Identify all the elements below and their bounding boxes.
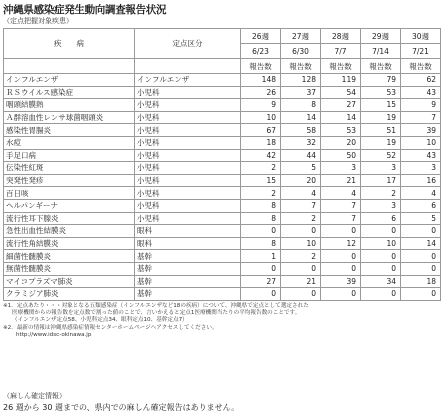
sentinel-category: 小児科 bbox=[135, 99, 241, 112]
sentinel-category: 基幹 bbox=[135, 288, 241, 301]
report-count-cell: 7 bbox=[321, 212, 361, 225]
report-count-cell: 119 bbox=[321, 74, 361, 87]
report-count-cell: 0 bbox=[321, 262, 361, 275]
header-date: 7/7 bbox=[321, 44, 361, 59]
header-week: 27週 bbox=[281, 29, 321, 44]
header-report-count: 報告数 bbox=[241, 59, 281, 74]
report-count-cell: 9 bbox=[241, 99, 281, 112]
disease-name: マイコプラズマ肺炎 bbox=[4, 275, 135, 288]
report-count-cell: 4 bbox=[281, 187, 321, 200]
report-count-cell: 0 bbox=[361, 250, 401, 263]
header-date: 6/23 bbox=[241, 44, 281, 59]
report-count-cell: 9 bbox=[401, 99, 441, 112]
report-count-cell: 51 bbox=[361, 124, 401, 137]
sentinel-category: 小児科 bbox=[135, 124, 241, 137]
report-count-cell: 43 bbox=[401, 149, 441, 162]
report-count-cell: 0 bbox=[241, 225, 281, 238]
table-row bbox=[4, 275, 441, 288]
report-count-cell: 67 bbox=[241, 124, 281, 137]
report-count-cell: 6 bbox=[401, 199, 441, 212]
report-count-cell: 14 bbox=[321, 111, 361, 124]
table-row bbox=[4, 262, 441, 275]
report-count-cell: 0 bbox=[401, 225, 441, 238]
report-count-cell: 18 bbox=[401, 275, 441, 288]
disease-name: 水痘 bbox=[4, 136, 135, 149]
disease-name: 無菌性髄膜炎 bbox=[4, 262, 135, 275]
report-count-cell: 20 bbox=[321, 136, 361, 149]
header-report-count: 報告数 bbox=[401, 59, 441, 74]
report-count-cell: 0 bbox=[361, 262, 401, 275]
table-row bbox=[4, 86, 441, 99]
report-count-cell: 7 bbox=[281, 199, 321, 212]
disease-name: 細菌性髄膜炎 bbox=[4, 250, 135, 263]
header-week: 28週 bbox=[321, 29, 361, 44]
report-count-cell: 37 bbox=[281, 86, 321, 99]
sentinel-category: 眼科 bbox=[135, 237, 241, 250]
measles-statement: 26 週から 30 週までの、県内での麻しん確定報告はありません。 bbox=[3, 403, 240, 412]
page-subtitle: （定点把握対象疾患） bbox=[3, 17, 73, 25]
table-row bbox=[4, 187, 441, 200]
report-count-cell: 0 bbox=[321, 250, 361, 263]
sentinel-category: 小児科 bbox=[135, 212, 241, 225]
report-count-cell: 2 bbox=[241, 162, 281, 175]
report-count-cell: 3 bbox=[321, 162, 361, 175]
header-date: 6/30 bbox=[281, 44, 321, 59]
table-row bbox=[4, 99, 441, 112]
report-count-cell: 0 bbox=[401, 250, 441, 263]
report-count-cell: 10 bbox=[281, 237, 321, 250]
disease-name: Ａ群溶血性レンサ球菌咽頭炎 bbox=[4, 111, 135, 124]
report-count-cell: 0 bbox=[281, 225, 321, 238]
sentinel-category: 小児科 bbox=[135, 136, 241, 149]
report-count-cell: 21 bbox=[281, 275, 321, 288]
report-count-cell: 8 bbox=[241, 199, 281, 212]
report-count-cell: 0 bbox=[321, 288, 361, 301]
report-count-cell: 14 bbox=[401, 237, 441, 250]
report-count-cell: 58 bbox=[281, 124, 321, 137]
header-report-count: 報告数 bbox=[361, 59, 401, 74]
sentinel-category: 小児科 bbox=[135, 187, 241, 200]
report-count-cell: 42 bbox=[241, 149, 281, 162]
report-count-cell: 8 bbox=[241, 212, 281, 225]
disease-name: ＲＳウイルス感染症 bbox=[4, 86, 135, 99]
header-category: 定点区分 bbox=[135, 29, 241, 59]
report-count-cell: 15 bbox=[361, 99, 401, 112]
report-count-cell: 4 bbox=[321, 187, 361, 200]
sentinel-category: 基幹 bbox=[135, 275, 241, 288]
report-count-cell: 148 bbox=[241, 74, 281, 87]
report-count-cell: 7 bbox=[321, 199, 361, 212]
report-count-cell: 5 bbox=[401, 212, 441, 225]
report-count-cell: 0 bbox=[241, 262, 281, 275]
table-row bbox=[4, 136, 441, 149]
report-count-cell: 50 bbox=[321, 149, 361, 162]
disease-name: 咽頭結膜熱 bbox=[4, 99, 135, 112]
report-count-cell: 26 bbox=[241, 86, 281, 99]
report-count-cell: 1 bbox=[241, 250, 281, 263]
disease-name: 突発性発疹 bbox=[4, 174, 135, 187]
report-count-cell: 19 bbox=[361, 136, 401, 149]
sentinel-category: 基幹 bbox=[135, 262, 241, 275]
header-disease: 疾 病 bbox=[4, 29, 135, 59]
measles-heading: （麻しん確定情報） bbox=[3, 392, 66, 400]
sentinel-category: 基幹 bbox=[135, 250, 241, 263]
table-row bbox=[4, 162, 441, 175]
table-row bbox=[4, 111, 441, 124]
report-count-cell: 7 bbox=[401, 111, 441, 124]
report-count-cell: 8 bbox=[241, 237, 281, 250]
disease-name: 急性出血性結膜炎 bbox=[4, 225, 135, 238]
table-row bbox=[4, 288, 441, 301]
report-count-cell: 5 bbox=[281, 162, 321, 175]
report-count-cell: 27 bbox=[241, 275, 281, 288]
disease-name: 伝染性紅斑 bbox=[4, 162, 135, 175]
header-week: 29週 bbox=[361, 29, 401, 44]
report-count-cell: 6 bbox=[361, 212, 401, 225]
sentinel-category: 小児科 bbox=[135, 111, 241, 124]
disease-name: 感染性胃腸炎 bbox=[4, 124, 135, 137]
report-count-cell: 0 bbox=[361, 225, 401, 238]
table-row bbox=[4, 74, 441, 87]
report-count-cell: 4 bbox=[401, 187, 441, 200]
report-count-cell: 12 bbox=[321, 237, 361, 250]
footnote-line: （インフルエンザ定点58、小児科定点34、眼科定点10、基幹定点7） bbox=[12, 317, 188, 324]
report-count-cell: 3 bbox=[361, 199, 401, 212]
header-date: 7/14 bbox=[361, 44, 401, 59]
report-count-cell: 10 bbox=[401, 136, 441, 149]
report-count-cell: 2 bbox=[241, 187, 281, 200]
report-count-cell: 0 bbox=[241, 288, 281, 301]
report-count-cell: 2 bbox=[361, 187, 401, 200]
sentinel-category: 小児科 bbox=[135, 174, 241, 187]
report-count-cell: 53 bbox=[361, 86, 401, 99]
sentinel-category: 小児科 bbox=[135, 162, 241, 175]
report-count-cell: 10 bbox=[361, 237, 401, 250]
header-row-week bbox=[4, 29, 441, 44]
footnote-line: ※2．最新の情報は沖縄県感染症情報センターホームページへアクセスしてください。 bbox=[3, 324, 218, 331]
table-row bbox=[4, 212, 441, 225]
header-blank bbox=[4, 59, 135, 74]
report-count-cell: 0 bbox=[401, 262, 441, 275]
disease-name: クラミジア肺炎 bbox=[4, 288, 135, 301]
table-row bbox=[4, 250, 441, 263]
header-blank bbox=[135, 59, 241, 74]
report-count-cell: 21 bbox=[321, 174, 361, 187]
report-count-cell: 10 bbox=[241, 111, 281, 124]
report-count-cell: 0 bbox=[281, 288, 321, 301]
sentinel-category: 小児科 bbox=[135, 149, 241, 162]
surveillance-table bbox=[3, 28, 441, 301]
report-count-cell: 0 bbox=[321, 225, 361, 238]
disease-name: 流行性耳下腺炎 bbox=[4, 212, 135, 225]
disease-name: インフルエンザ bbox=[4, 74, 135, 87]
report-count-cell: 52 bbox=[361, 149, 401, 162]
footnote-line: 医療機関からの報告数を定点数で割った値のことで、言いかえると定点1医療機関当たりの平均報告数のことです。 bbox=[12, 310, 301, 317]
disease-name: 手足口病 bbox=[4, 149, 135, 162]
table-row bbox=[4, 199, 441, 212]
info-center-link[interactable]: http://www.idsc-okinawa.jp bbox=[16, 331, 92, 338]
report-count-cell: 128 bbox=[281, 74, 321, 87]
report-count-cell: 32 bbox=[281, 136, 321, 149]
header-report-count: 報告数 bbox=[321, 59, 361, 74]
report-count-cell: 43 bbox=[401, 86, 441, 99]
sentinel-category: 小児科 bbox=[135, 86, 241, 99]
report-count-cell: 8 bbox=[281, 99, 321, 112]
report-count-cell: 53 bbox=[321, 124, 361, 137]
sentinel-category: 小児科 bbox=[135, 199, 241, 212]
report-count-cell: 3 bbox=[361, 162, 401, 175]
report-count-cell: 3 bbox=[401, 162, 441, 175]
report-count-cell: 34 bbox=[361, 275, 401, 288]
report-count-cell: 79 bbox=[361, 74, 401, 87]
table-row bbox=[4, 124, 441, 137]
disease-name: 百日咳 bbox=[4, 187, 135, 200]
header-week: 30週 bbox=[401, 29, 441, 44]
report-count-cell: 17 bbox=[361, 174, 401, 187]
header-week: 26週 bbox=[241, 29, 281, 44]
report-count-cell: 62 bbox=[401, 74, 441, 87]
table-row bbox=[4, 149, 441, 162]
sentinel-category: 眼科 bbox=[135, 225, 241, 238]
table-row bbox=[4, 225, 441, 238]
table-row bbox=[4, 174, 441, 187]
table-row bbox=[4, 237, 441, 250]
report-count-cell: 0 bbox=[361, 288, 401, 301]
header-date: 7/21 bbox=[401, 44, 441, 59]
report-count-cell: 0 bbox=[281, 262, 321, 275]
report-count-cell: 2 bbox=[281, 250, 321, 263]
footnotes bbox=[3, 303, 440, 339]
report-count-cell: 39 bbox=[401, 124, 441, 137]
report-count-cell: 44 bbox=[281, 149, 321, 162]
table-body bbox=[4, 74, 441, 301]
disease-name: ヘルパンギーナ bbox=[4, 199, 135, 212]
report-count-cell: 14 bbox=[281, 111, 321, 124]
report-count-cell: 54 bbox=[321, 86, 361, 99]
disease-name: 流行性角結膜炎 bbox=[4, 237, 135, 250]
header-report-count: 報告数 bbox=[281, 59, 321, 74]
report-count-cell: 15 bbox=[241, 174, 281, 187]
report-count-cell: 20 bbox=[281, 174, 321, 187]
report-count-cell: 27 bbox=[321, 99, 361, 112]
report-count-cell: 16 bbox=[401, 174, 441, 187]
footnote-line: ※1．定点あたり・・・対象となる五類感染症（インフルエンザなど18の疾病）について、沖縄県で定点として選定された bbox=[3, 303, 309, 309]
report-count-cell: 0 bbox=[401, 288, 441, 301]
report-count-cell: 19 bbox=[361, 111, 401, 124]
sentinel-category: インフルエンザ bbox=[135, 74, 241, 87]
report-count-cell: 18 bbox=[241, 136, 281, 149]
header-row-report bbox=[4, 59, 441, 74]
report-count-cell: 39 bbox=[321, 275, 361, 288]
page-title: 沖縄県感染症発生動向調査報告状況 bbox=[3, 4, 167, 16]
report-count-cell: 2 bbox=[281, 212, 321, 225]
